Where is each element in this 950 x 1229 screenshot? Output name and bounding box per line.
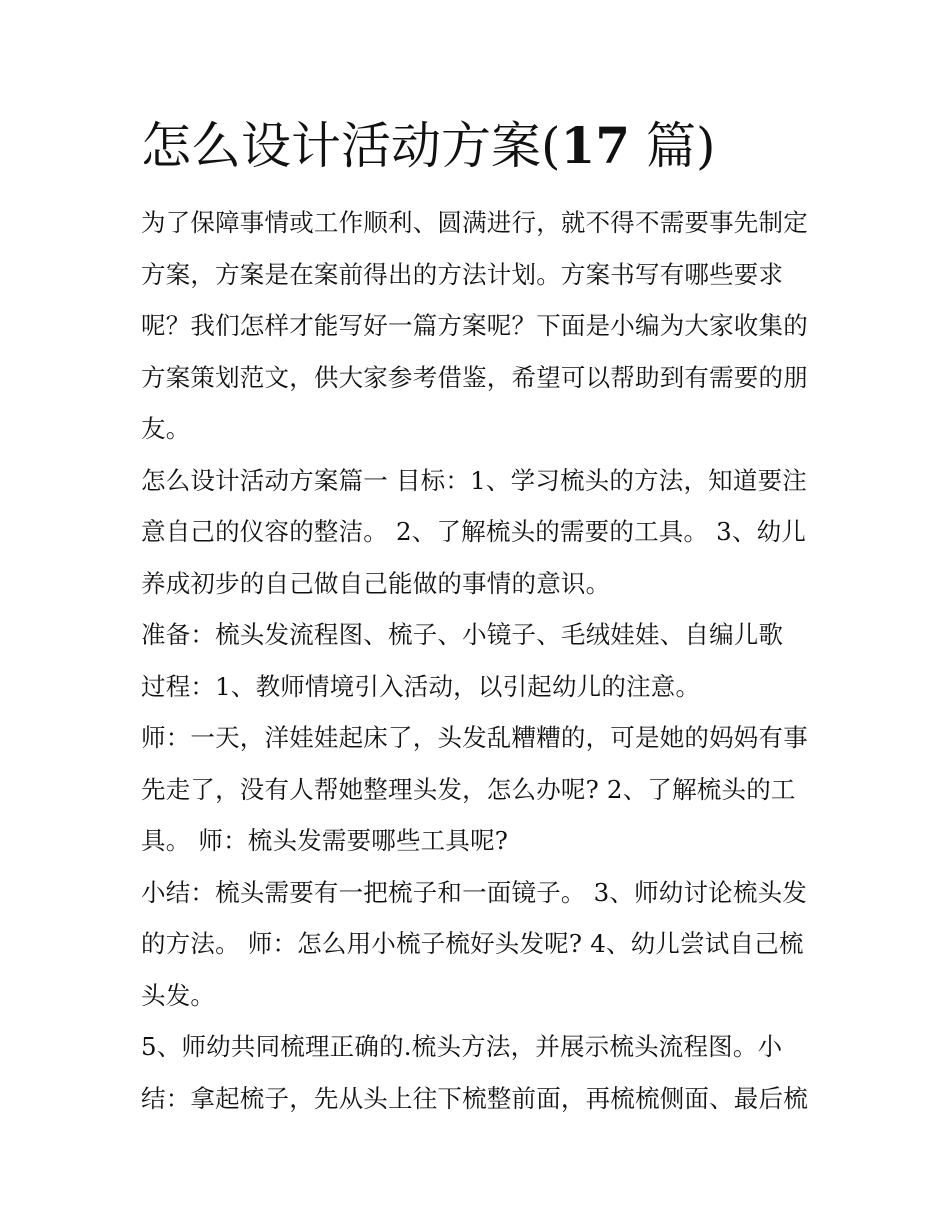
document-title bbox=[141, 112, 821, 180]
teacher-dialogue-paragraph: 师：一天，洋娃娃起床了，头发乱糟糟的，可是她的妈妈有事先走了，没有人帮她整理头发，怎么办呢? 2、了解梳头的工具。 师：梳头发需要哪些工具呢? bbox=[141, 723, 808, 855]
title-count: 17 bbox=[560, 116, 631, 175]
preparation-paragraph: 准备：梳头发流程图、梳子、小镜子、毛绒娃娃、自编儿歌 bbox=[141, 620, 784, 649]
goals-paragraph: 怎么设计活动方案篇一 目标：1、学习梳头的方法，知道要注意自己的仪容的整洁。 2、了解梳头的需要的工具。 3、幼儿养成初步的自己做自己能做的事情的意识。 bbox=[141, 465, 807, 598]
summary-paragraph: 小结：梳头需要有一把梳子和一面镜子。 3、师幼讨论梳头发的方法。 师：怎么用小梳子梳好头发呢? 4、幼儿尝试自己梳头发。 bbox=[141, 877, 807, 1010]
intro-paragraph: 为了保障事情或工作顺利、圆满进行，就不得不需要事先制定方案，方案是在案前得出的方法计划。方案书写有哪些要求呢？我们怎样才能写好一篇方案呢？下面是小编为大家收集的方案策划范文，供大家参考借鉴，希望可以帮助到有需要的朋友。 bbox=[141, 208, 808, 443]
document-body bbox=[141, 197, 813, 1124]
title-text: 怎么设计活动方案( bbox=[141, 117, 561, 175]
process-paragraph: 过程：1、教师情境引入活动，以引起幼儿的注意。 bbox=[141, 671, 701, 701]
title-suffix: 篇) bbox=[630, 117, 716, 175]
method-paragraph: 5、师幼共同梳理正确的.梳头方法，并展示梳头流程图。小结：拿起梳子，先从头上往下梳整前面，再梳梳侧面、最后梳 bbox=[141, 1032, 808, 1113]
